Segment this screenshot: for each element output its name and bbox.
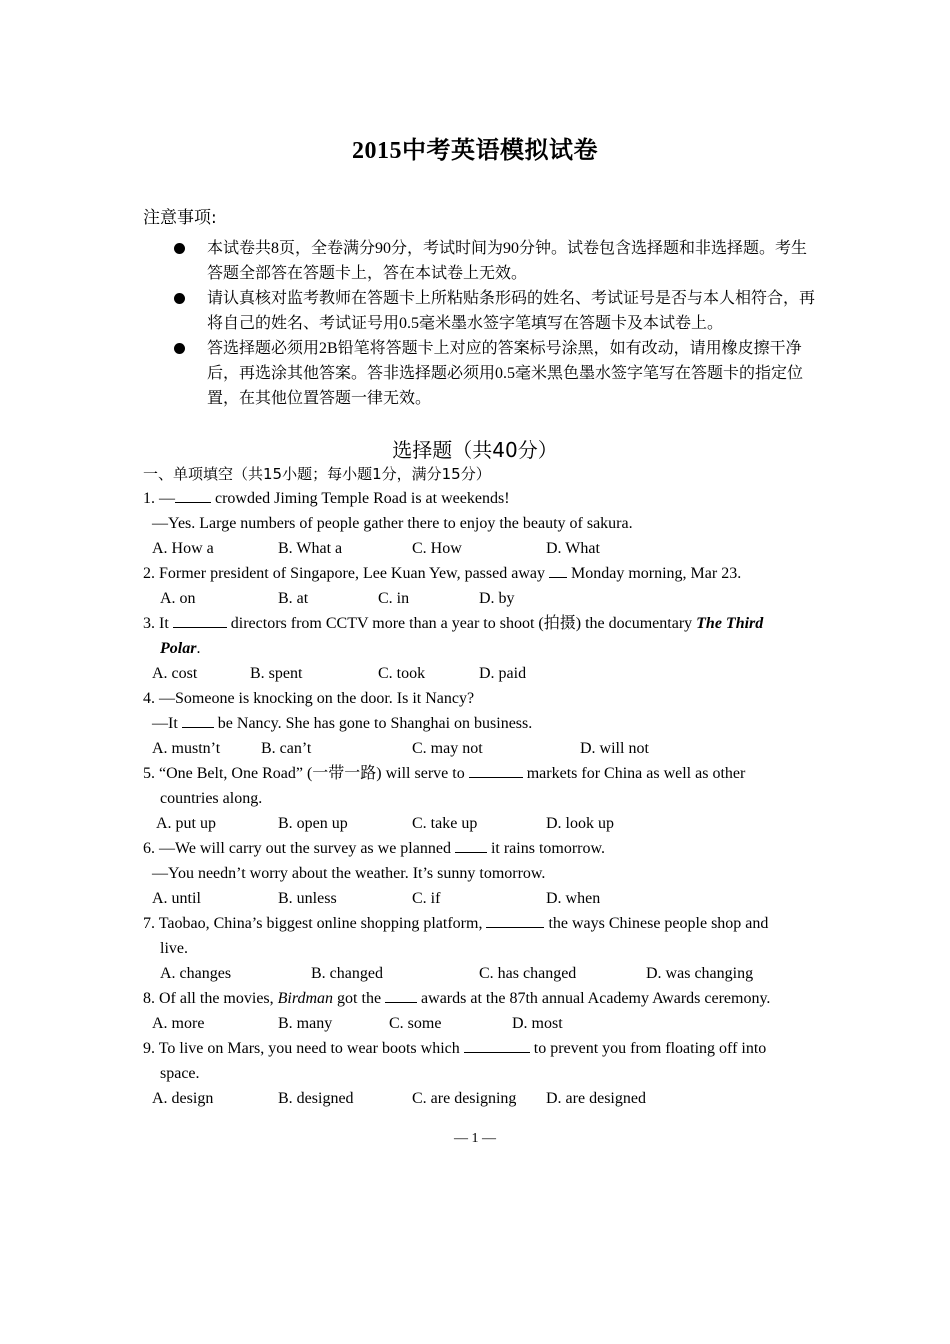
- question-text: to prevent you from floating off into: [529, 1040, 767, 1057]
- question-5: [143, 761, 745, 786]
- option-c: C. took: [378, 665, 426, 682]
- option-b: B. can’t: [261, 740, 312, 757]
- answer-blank: [182, 711, 214, 728]
- option-c: C. take up: [412, 815, 478, 832]
- option-a: A. changes: [160, 965, 232, 982]
- option-b: B. at: [278, 590, 309, 607]
- option-c: C. some: [389, 1015, 442, 1032]
- notice-text: 请认真核对监考教师在答题卡上所粘贴条形码的姓名、考试证号是否与本人相符合，再将自己的姓名、考试证号用0.5毫米墨水签字笔填写在答题卡及本试卷上。: [207, 290, 816, 332]
- question-text: crowded Jiming Temple Road is at weekends!: [211, 490, 510, 507]
- question-text: 9. To live on Mars, you need to wear boots which: [143, 1040, 464, 1057]
- option-a: A. design: [152, 1090, 214, 1107]
- section-subtitle: 一、单项填空（共15小题；每小题1分，满分15分）: [143, 465, 491, 483]
- question-7: [143, 911, 768, 936]
- notice-item: [207, 286, 817, 336]
- answer-blank: [549, 561, 567, 578]
- notice-item: [207, 236, 817, 286]
- question-3: [143, 611, 763, 636]
- bullet-icon: [174, 243, 185, 254]
- question-text: 3. It: [143, 615, 173, 632]
- page-number: — 1 —: [454, 1131, 496, 1146]
- question-1: [143, 486, 510, 511]
- question-9-cont: space.: [160, 1065, 200, 1082]
- answer-blank: [486, 911, 544, 928]
- question-text: it rains tomorrow.: [486, 840, 606, 857]
- option-b: B. changed: [311, 965, 383, 982]
- option-a: A. put up: [156, 815, 216, 832]
- question-3-cont: [160, 636, 200, 661]
- answer-blank: [464, 1036, 530, 1053]
- answer-blank: [175, 486, 211, 503]
- notice-text: 本试卷共8页，全卷满分90分，考试时间为90分钟。试卷包含选择题和非选择题。考生答题全部答在答题卡上，答在本试卷上无效。: [207, 240, 808, 282]
- option-a: A. more: [152, 1015, 205, 1032]
- answer-blank: [385, 986, 417, 1003]
- option-a: A. cost: [152, 665, 198, 682]
- question-text: 1. —: [143, 490, 175, 507]
- question-4-reply: [152, 711, 532, 736]
- documentary-title: The Third: [696, 615, 764, 632]
- option-a: A. mustn’t: [152, 740, 221, 757]
- option-c: C. How: [412, 540, 462, 557]
- question-6-reply: —You needn’t worry about the weather. It’s sunny tomorrow.: [152, 865, 546, 882]
- question-text: 8. Of all the movies,: [143, 990, 278, 1007]
- answer-blank: [455, 836, 487, 853]
- question-9: [143, 1036, 766, 1061]
- notice-heading: 注意事项:: [143, 208, 217, 228]
- question-text: 5. “One Belt, One Road” (一带一路) will serve to: [143, 765, 469, 782]
- exam-title: 2015中考英语模拟试卷: [352, 138, 598, 164]
- question-text: —It: [152, 715, 182, 732]
- option-d: D. will not: [580, 740, 649, 757]
- question-text: got the: [333, 990, 386, 1007]
- option-d: D. most: [512, 1015, 563, 1032]
- notice-item: [207, 336, 817, 411]
- question-text: awards at the 87th annual Academy Awards ceremony.: [417, 990, 771, 1007]
- question-5-cont: countries along.: [160, 790, 263, 807]
- question-text: directors from CCTV more than a year to shoot (拍摄) the documentary: [226, 615, 697, 632]
- option-c: C. has changed: [479, 965, 577, 982]
- option-b: B. unless: [278, 890, 337, 907]
- documentary-title: Polar: [160, 640, 197, 657]
- option-b: B. designed: [278, 1090, 354, 1107]
- option-b: B. spent: [250, 665, 303, 682]
- option-d: D. What: [546, 540, 600, 557]
- option-c: C. if: [412, 890, 441, 907]
- movie-title: Birdman: [277, 990, 334, 1007]
- section-title: 选择题（共40分）: [392, 438, 558, 462]
- answer-blank: [469, 761, 523, 778]
- question-2: [143, 561, 741, 586]
- bullet-icon: [174, 293, 185, 304]
- question-text: .: [196, 640, 201, 657]
- option-b: B. open up: [278, 815, 348, 832]
- question-text: Monday morning, Mar 23.: [566, 565, 742, 582]
- option-a: A. on: [160, 590, 196, 607]
- question-text: the ways Chinese people shop and: [544, 915, 769, 932]
- question-text: 2. Former president of Singapore, Lee Kuan Yew, passed away: [143, 565, 549, 582]
- question-text: 7. Taobao, China’s biggest online shopping platform,: [143, 915, 487, 932]
- option-d: D. paid: [479, 665, 527, 682]
- option-a: A. How a: [152, 540, 214, 557]
- option-b: B. What a: [278, 540, 343, 557]
- option-c: C. in: [378, 590, 410, 607]
- question-4: 4. —Someone is knocking on the door. Is it Nancy?: [143, 690, 475, 707]
- option-b: B. many: [278, 1015, 333, 1032]
- option-d: D. was changing: [646, 965, 754, 982]
- question-6: [143, 836, 605, 861]
- option-c: C. are designing: [412, 1090, 517, 1107]
- notice-list: [0, 236, 950, 411]
- bullet-icon: [174, 343, 185, 354]
- option-c: C. may not: [412, 740, 483, 757]
- question-text: be Nancy. She has gone to Shanghai on business.: [213, 715, 533, 732]
- option-d: D. by: [479, 590, 515, 607]
- option-d: D. are designed: [546, 1090, 646, 1107]
- question-text: 6. —We will carry out the survey as we planned: [143, 840, 455, 857]
- answer-blank: [173, 611, 227, 628]
- question-text: markets for China as well as other: [522, 765, 746, 782]
- option-a: A. until: [152, 890, 201, 907]
- notice-text: 答选择题必须用2B铅笔将答题卡上对应的答案标号涂黑，如有改动，请用橡皮擦干净后，再选涂其他答案。答非选择题必须用0.5毫米黑色墨水签字笔写在答题卡的指定位置，在其他位置答题一律无效。: [207, 340, 804, 407]
- question-8: [143, 986, 770, 1011]
- option-d: D. look up: [546, 815, 614, 832]
- question-7-cont: live.: [160, 940, 188, 957]
- question-1-reply: —Yes. Large numbers of people gather there to enjoy the beauty of sakura.: [152, 515, 633, 532]
- option-d: D. when: [546, 890, 601, 907]
